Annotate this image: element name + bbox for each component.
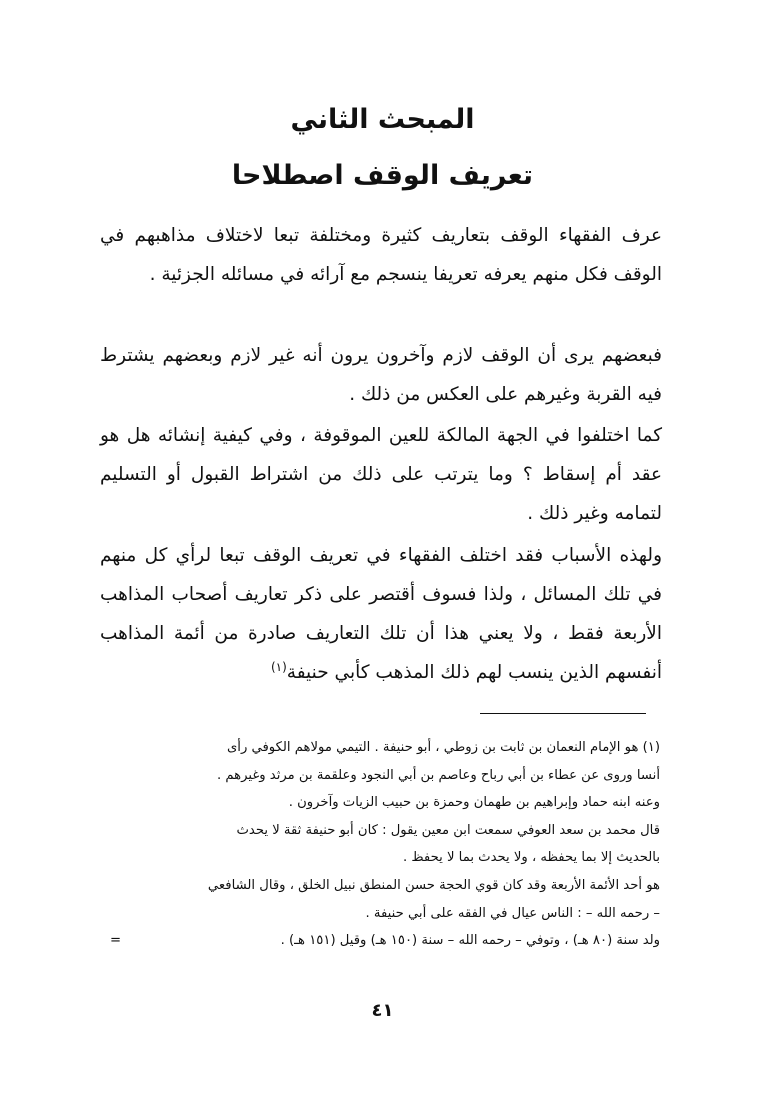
paragraph-2 (100, 336, 662, 414)
footnote-separator (480, 713, 646, 714)
paragraph-3 (100, 416, 662, 533)
paragraph-3-text: كما اختلفوا في الجهة المالكة للعين الموقوفة ، وفي كيفية إنشائه هل هو عقد أم إسقاط ؟ وما يترتب على ذلك من اشتراط القبول أو التسليم لتمامه وغير ذلك . (100, 425, 662, 524)
footnote-reference[interactable]: (١) (270, 659, 287, 674)
section-subtitle: تعريف الوقف اصطلاحا (231, 160, 534, 191)
section-title: المبحث الثاني (290, 104, 475, 135)
footnote-line-4: قال محمد بن سعد العوفي سمعت ابن معين يقول : كان أبو حنيفة ثقة لا يحدث (236, 822, 660, 838)
paragraph-1 (100, 216, 662, 294)
paragraph-1-text: عرف الفقهاء الوقف بتعاريف كثيرة ومختلفة تبعا لاختلاف مذاهبهم في الوقف فكل منهم يعرفه تعريفا ينسجم مع آرائه في مسائله الجزئية . (100, 225, 662, 285)
footnote-line-7: – رحمه الله – : الناس عيال في الفقه على أبي حنيفة . (365, 905, 660, 921)
footnote-line-1: (١) هو الإمام النعمان بن ثابت بن زوطي ، أبو حنيفة . التيمي مولاهم الكوفي رأى (226, 740, 660, 755)
footnote-line-5: بالحديث إلا بما يحفظه ، ولا يحدث بما لا يحفظ . (403, 850, 660, 866)
paragraph-4-text: ولهذه الأسباب فقد اختلف الفقهاء في تعريف الوقف تبعا لرأي كل منهم في تلك المسائل ، ولذا فسوف أقتصر على ذكر تعاريف أصحاب المذاهب الأربعة فقط ، ولا يعني هذا أن تلك التعاريف صادرة من أئمة المذاهب أنفسهم الذين ينسب لهم ذلك المذهب كأبي حنيفة (100, 545, 662, 683)
page-number: ٤١ (371, 1000, 394, 1021)
paragraph-4 (100, 536, 662, 692)
footnote-line-8-row (104, 927, 660, 955)
footnote-line-8: ولد سنة (٨٠ هـ) ، وتوفي – رحمه الله – سنة (١٥٠ هـ) وقيل (١٥١ هـ) . (280, 933, 660, 949)
footnotes (104, 734, 660, 955)
footnote-line-2: أنسا وروى عن عطاء بن أبي رباح وعاصم بن أبي النجود وعلقمة بن مرثد وغيرهم . (216, 767, 660, 783)
footnote-line-3: وعنه ابنه حماد وإبراهيم بن طهمان وحمزة بن حبيب الزيات وآخرون . (288, 795, 660, 811)
footnote-continuation-mark: = (110, 933, 122, 949)
footnote-line-6: هو أحد الأئمة الأربعة وقد كان قوي الحجة حسن المنطق نبيل الخلق ، وقال الشافعي (207, 877, 660, 893)
paragraph-2-text: فبعضهم يرى أن الوقف لازم وآخرون يرون أنه غير لازم وبعضهم يشترط فيه القربة وغيرهم على العكس من ذلك . (100, 345, 662, 405)
